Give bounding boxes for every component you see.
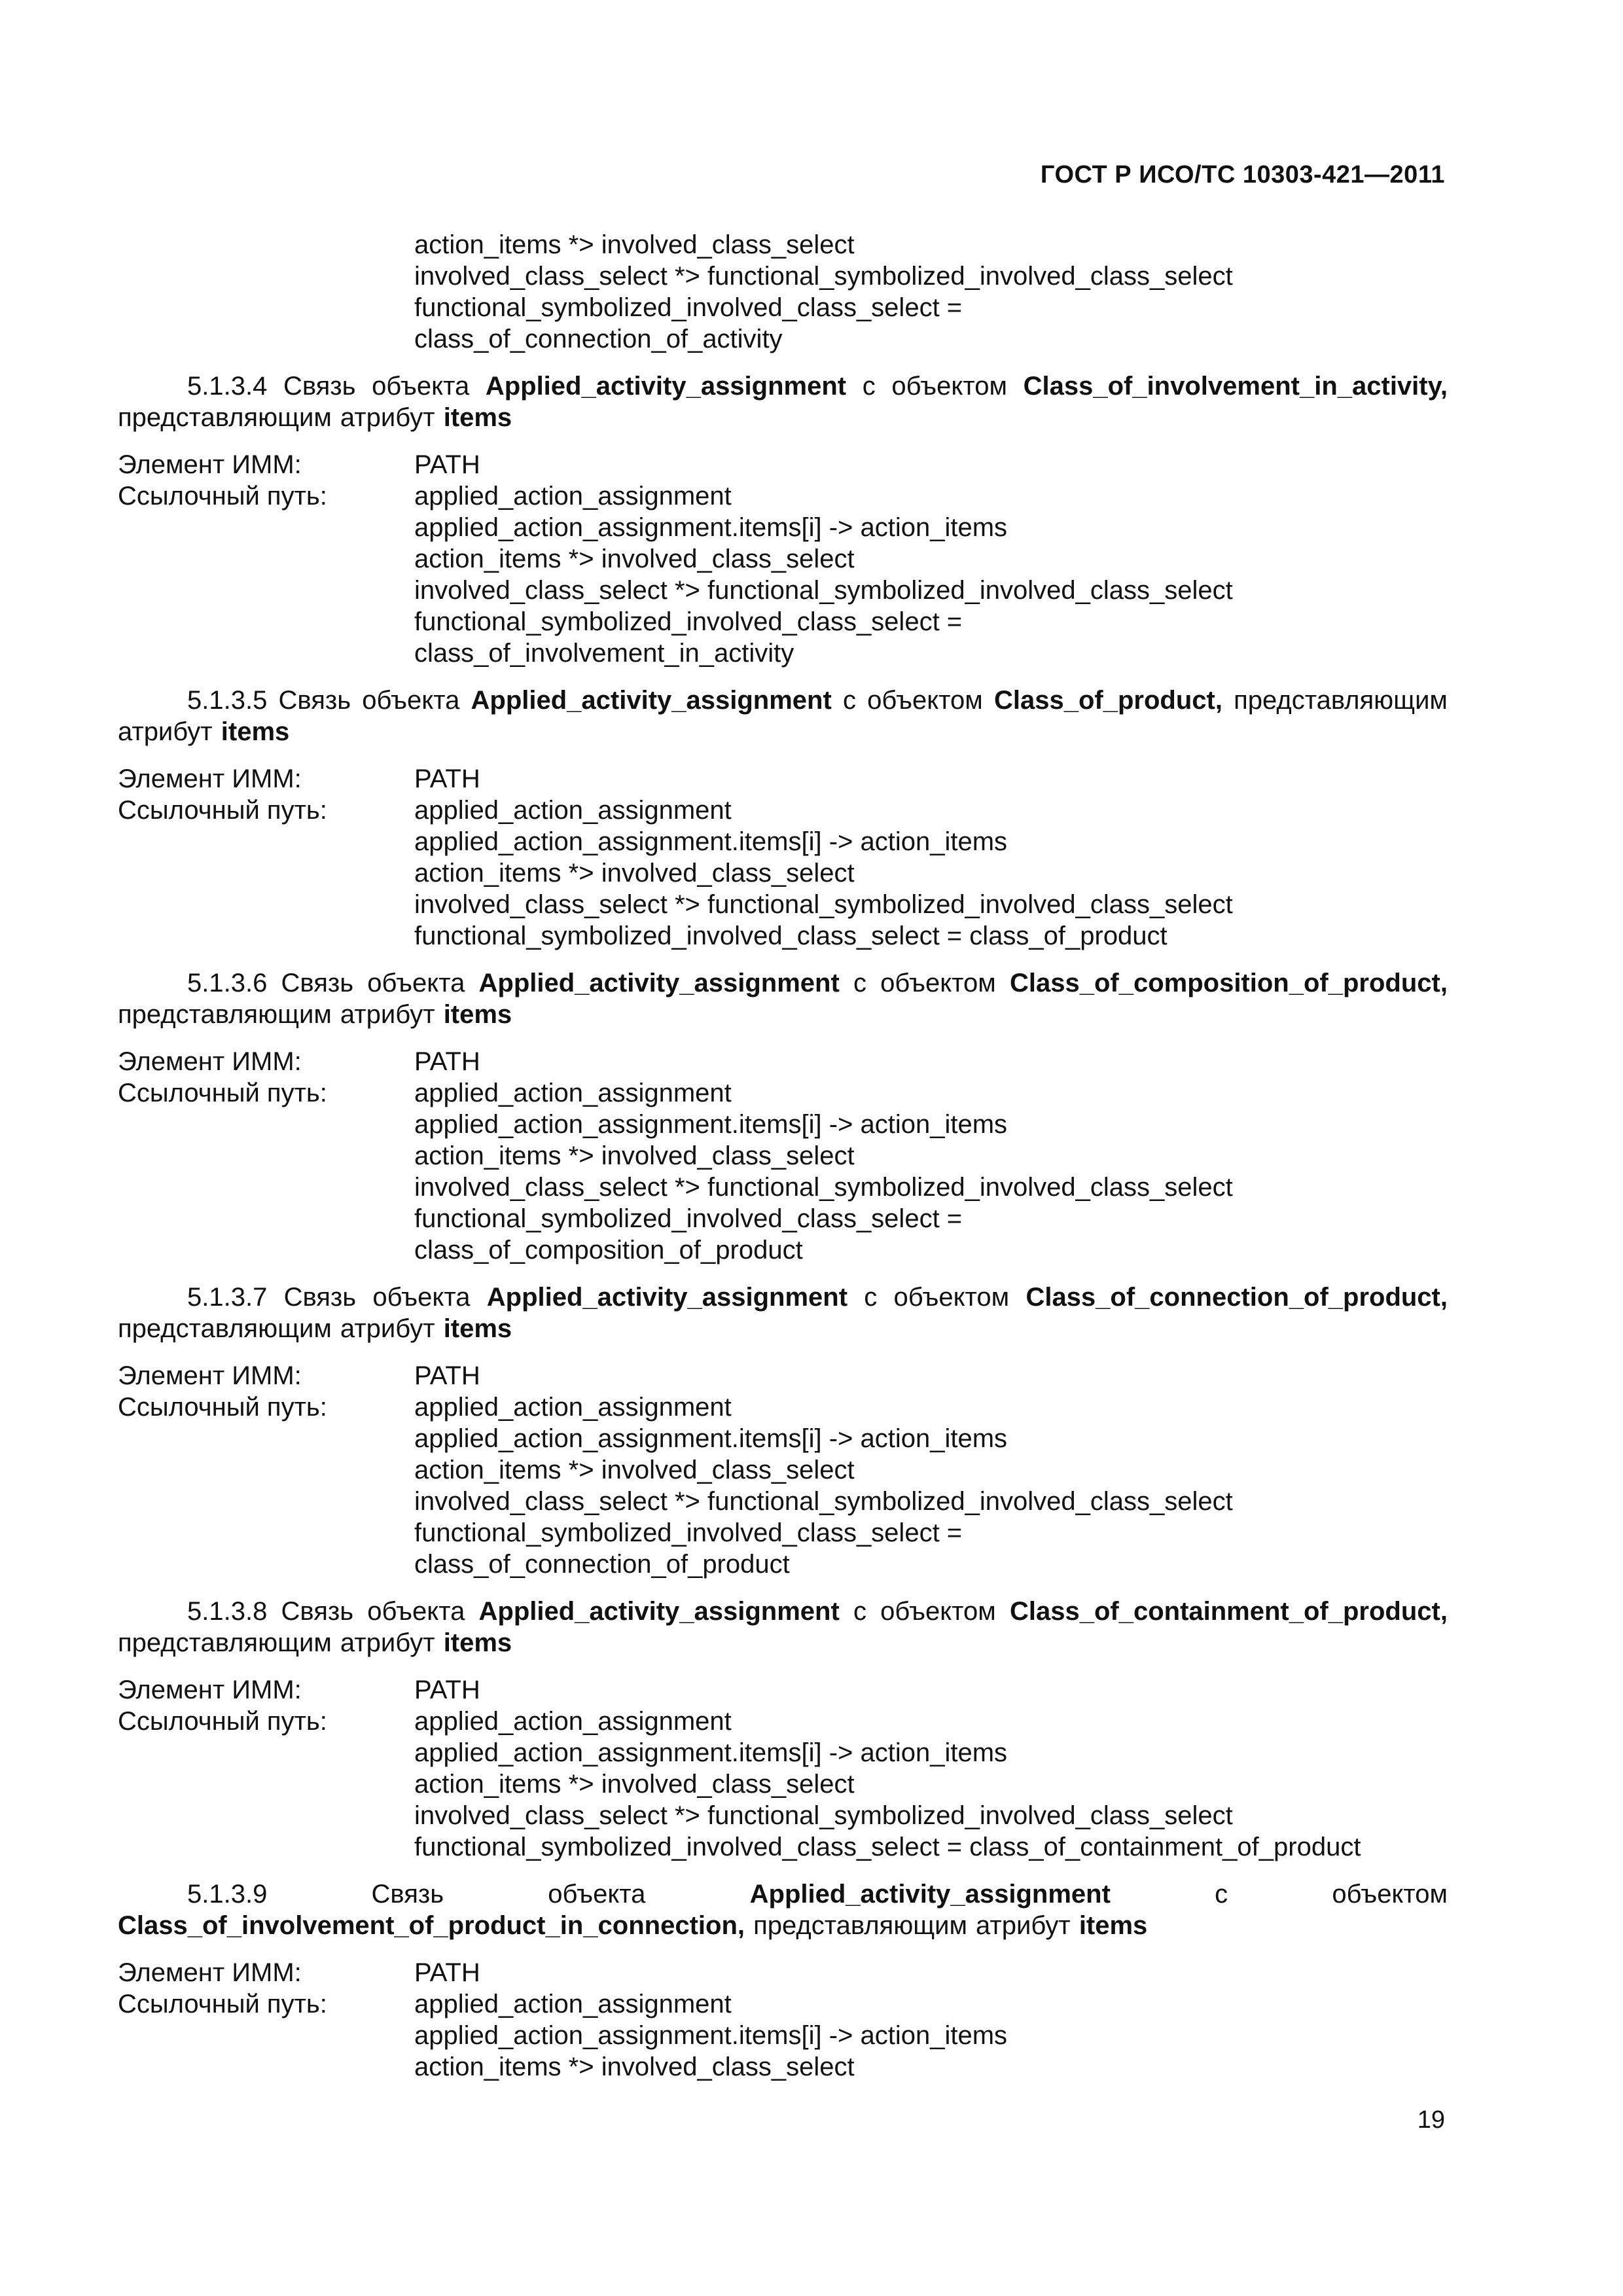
reference-path-row xyxy=(118,1203,1448,1234)
page-number: 19 xyxy=(1417,2106,1445,2134)
heading-text: с объектом xyxy=(1215,1880,1448,1909)
section-heading xyxy=(118,967,1448,1030)
heading-text: представляющим атрибут xyxy=(118,1000,435,1029)
imm-element-value: PATH xyxy=(414,1958,480,1987)
label-spacer xyxy=(118,857,414,889)
reference-path-row xyxy=(118,1234,1448,1266)
imm-element-value: PATH xyxy=(414,1676,480,1704)
label-spacer xyxy=(118,889,414,920)
label-spacer xyxy=(118,606,414,637)
target-entity-name: Class_of_composition_of_product, xyxy=(1009,969,1448,997)
attribute-name: items xyxy=(443,1628,512,1657)
reference-path-label: Ссылочный путь: xyxy=(118,1079,327,1107)
path-line: applied_action_assignment xyxy=(414,1707,732,1736)
mapping-block xyxy=(118,1046,1448,1266)
mapping-section xyxy=(118,1878,1448,2083)
target-entity-name: Class_of_involvement_of_product_in_connection, xyxy=(118,1911,745,1940)
reference-path-row xyxy=(118,1172,1448,1203)
attribute-name: items xyxy=(1079,1911,1148,1940)
label-spacer xyxy=(118,920,414,952)
path-line: involved_class_select *> functional_symbolized_involved_class_select xyxy=(414,1801,1233,1830)
path-line: functional_symbolized_involved_class_select = xyxy=(414,293,963,322)
entity-name: Applied_activity_assignment xyxy=(471,686,832,715)
path-line: involved_class_select *> functional_symbolized_involved_class_select xyxy=(414,1173,1233,1202)
imm-element-label: Элемент ИММ: xyxy=(118,1361,302,1390)
imm-element-row xyxy=(118,1046,1448,1077)
label-spacer xyxy=(118,1517,414,1549)
path-line: class_of_composition_of_product xyxy=(414,1236,803,1265)
entity-name: Applied_activity_assignment xyxy=(478,1597,840,1626)
heading-text: с объектом xyxy=(862,372,1007,401)
section-number: 5.1.3.7 xyxy=(187,1283,268,1312)
heading-text: с объектом xyxy=(864,1283,1010,1312)
mapping-block xyxy=(118,1957,1448,2083)
imm-element-value: PATH xyxy=(414,1047,480,1076)
reference-path-row xyxy=(118,1517,1448,1549)
path-line: action_items *> involved_class_select xyxy=(414,1141,855,1170)
heading-text: Связь объекта xyxy=(281,1597,465,1626)
reference-path-row xyxy=(118,1800,1448,1831)
reference-path-row xyxy=(118,1486,1448,1517)
reference-path-row xyxy=(118,1988,1448,2020)
mapping-section xyxy=(118,370,1448,669)
mapping-section xyxy=(118,1596,1448,1863)
label-spacer xyxy=(118,1109,414,1140)
sections-container xyxy=(118,370,1448,2083)
path-line: applied_action_assignment.items[i] -> action_items xyxy=(414,1738,1008,1767)
heading-text: представляющим атрибут xyxy=(118,403,435,432)
reference-path-row xyxy=(118,1391,1448,1423)
reference-path-row xyxy=(118,1706,1448,1737)
entity-name: Applied_activity_assignment xyxy=(749,1880,1111,1909)
path-line: involved_class_select *> functional_symbolized_involved_class_select xyxy=(414,262,1233,291)
reference-path-row xyxy=(118,512,1448,543)
imm-element-row xyxy=(118,1674,1448,1706)
section-heading xyxy=(118,370,1448,433)
heading-text: Связь объекта xyxy=(281,969,465,997)
label-spacer xyxy=(118,1800,414,1831)
page-content xyxy=(118,229,1448,2083)
reference-path-label: Ссылочный путь: xyxy=(118,482,327,511)
reference-path-label: Ссылочный путь: xyxy=(118,796,327,825)
imm-element-row xyxy=(118,1957,1448,1988)
path-line: applied_action_assignment xyxy=(414,1990,732,2018)
path-line: involved_class_select *> functional_symbolized_involved_class_select xyxy=(414,1487,1233,1516)
path-line: applied_action_assignment xyxy=(414,1079,732,1107)
reference-path-row xyxy=(118,857,1448,889)
reference-path-row xyxy=(118,1423,1448,1454)
path-line: action_items *> involved_class_select xyxy=(414,230,855,259)
path-line: class_of_connection_of_product xyxy=(414,1550,790,1579)
reference-path-row xyxy=(118,1454,1448,1486)
reference-path-row xyxy=(118,2020,1448,2051)
mapping-block xyxy=(118,1674,1448,1863)
entity-name: Applied_activity_assignment xyxy=(485,372,847,401)
path-line: action_items *> involved_class_select xyxy=(414,859,855,888)
imm-element-value: PATH xyxy=(414,1361,480,1390)
path-line: functional_symbolized_involved_class_select = class_of_containment_of_product xyxy=(414,1833,1361,1861)
mapping-block xyxy=(118,1360,1448,1580)
reference-path-row xyxy=(118,1768,1448,1800)
path-line: applied_action_assignment.items[i] -> action_items xyxy=(414,1110,1008,1139)
entity-name: Applied_activity_assignment xyxy=(486,1283,848,1312)
heading-text: Связь объекта xyxy=(278,686,460,715)
attribute-name: items xyxy=(443,1314,512,1343)
imm-element-value: PATH xyxy=(414,450,480,479)
imm-element-label: Элемент ИММ: xyxy=(118,1047,302,1076)
target-entity-name: Class_of_containment_of_product, xyxy=(1009,1597,1448,1626)
reference-path-row xyxy=(118,480,1448,512)
section-heading xyxy=(118,685,1448,747)
heading-text: с объектом xyxy=(853,1597,996,1626)
carryover-path-block xyxy=(118,229,1448,355)
label-spacer xyxy=(118,1172,414,1203)
heading-text: представляющим атрибут xyxy=(118,686,1448,746)
path-line: applied_action_assignment.items[i] -> action_items xyxy=(414,513,1008,542)
imm-element-label: Элемент ИММ: xyxy=(118,1958,302,1987)
imm-element-label: Элемент ИММ: xyxy=(118,1676,302,1704)
reference-path-row xyxy=(118,606,1448,637)
reference-path-row xyxy=(118,889,1448,920)
label-spacer xyxy=(118,1768,414,1800)
heading-text: с объектом xyxy=(853,969,996,997)
mapping-section xyxy=(118,1282,1448,1580)
reference-path-row xyxy=(118,637,1448,669)
label-spacer xyxy=(118,1234,414,1266)
reference-path-row xyxy=(118,543,1448,575)
path-line: class_of_connection_of_activity xyxy=(414,325,783,353)
section-number: 5.1.3.9 xyxy=(187,1880,268,1909)
label-spacer xyxy=(118,543,414,575)
reference-path-row xyxy=(118,1077,1448,1109)
reference-path-row xyxy=(118,795,1448,826)
reference-path-row xyxy=(118,920,1448,952)
path-line: involved_class_select *> functional_symbolized_involved_class_select xyxy=(414,576,1233,605)
label-spacer xyxy=(118,575,414,606)
reference-path-label: Ссылочный путь: xyxy=(118,1393,327,1422)
attribute-name: items xyxy=(443,1000,512,1029)
reference-path-label: Ссылочный путь: xyxy=(118,1990,327,2018)
label-spacer xyxy=(118,1454,414,1486)
section-heading xyxy=(118,1282,1448,1344)
reference-path-row xyxy=(118,1549,1448,1580)
path-line: applied_action_assignment.items[i] -> action_items xyxy=(414,2021,1008,2050)
mapping-section xyxy=(118,685,1448,952)
heading-text: Связь объекта xyxy=(283,1283,471,1312)
entity-name: Applied_activity_assignment xyxy=(478,969,840,997)
path-line: applied_action_assignment xyxy=(414,1393,732,1422)
path-line: applied_action_assignment.items[i] -> action_items xyxy=(414,1424,1008,1453)
label-spacer xyxy=(118,1737,414,1768)
path-line: involved_class_select *> functional_symbolized_involved_class_select xyxy=(414,890,1233,919)
label-spacer xyxy=(118,1549,414,1580)
label-spacer xyxy=(118,637,414,669)
path-line: action_items *> involved_class_select xyxy=(414,2053,855,2081)
attribute-name: items xyxy=(221,717,290,746)
reference-path-row xyxy=(118,1109,1448,1140)
reference-path-row xyxy=(118,2051,1448,2083)
section-heading xyxy=(118,1596,1448,1659)
label-spacer xyxy=(118,1140,414,1172)
reference-path-label: Ссылочный путь: xyxy=(118,1707,327,1736)
label-spacer xyxy=(118,826,414,857)
heading-text: представляющим атрибут xyxy=(753,1911,1071,1940)
path-line: functional_symbolized_involved_class_select = xyxy=(414,1518,963,1547)
path-line: action_items *> involved_class_select xyxy=(414,545,855,573)
path-line: action_items *> involved_class_select xyxy=(414,1456,855,1484)
imm-element-label: Элемент ИММ: xyxy=(118,450,302,479)
heading-text: с объектом xyxy=(842,686,983,715)
path-line: applied_action_assignment xyxy=(414,482,732,511)
target-entity-name: Class_of_involvement_in_activity, xyxy=(1023,372,1448,401)
heading-text: представляющим атрибут xyxy=(118,1628,435,1657)
section-number: 5.1.3.4 xyxy=(187,372,268,401)
path-line: functional_symbolized_involved_class_select = xyxy=(414,607,963,636)
reference-path-row xyxy=(118,1831,1448,1863)
label-spacer xyxy=(118,512,414,543)
section-number: 5.1.3.8 xyxy=(187,1597,268,1626)
heading-text: Связь объекта xyxy=(283,372,470,401)
section-number: 5.1.3.5 xyxy=(187,686,268,715)
heading-text: представляющим атрибут xyxy=(118,1314,435,1343)
reference-path-row xyxy=(118,1737,1448,1768)
path-line: class_of_involvement_in_activity xyxy=(414,639,794,668)
imm-element-label: Элемент ИММ: xyxy=(118,764,302,793)
section-heading xyxy=(118,1878,1448,1941)
label-spacer xyxy=(118,2020,414,2051)
heading-text: Связь объекта xyxy=(371,1880,646,1909)
label-spacer xyxy=(118,2051,414,2083)
reference-path-row xyxy=(118,575,1448,606)
path-line: applied_action_assignment xyxy=(414,796,732,825)
attribute-name: items xyxy=(443,403,512,432)
target-entity-name: Class_of_connection_of_product, xyxy=(1026,1283,1448,1312)
section-number: 5.1.3.6 xyxy=(187,969,268,997)
reference-path-row xyxy=(118,1140,1448,1172)
document-code-header: ГОСТ Р ИСО/ТС 10303-421—2011 xyxy=(1040,161,1445,188)
mapping-block xyxy=(118,763,1448,952)
label-spacer xyxy=(118,1423,414,1454)
target-entity-name: Class_of_product, xyxy=(993,686,1222,715)
imm-element-row xyxy=(118,763,1448,795)
imm-element-value: PATH xyxy=(414,764,480,793)
mapping-block xyxy=(118,449,1448,669)
imm-element-row xyxy=(118,1360,1448,1391)
imm-element-row xyxy=(118,449,1448,480)
path-line: applied_action_assignment.items[i] -> action_items xyxy=(414,827,1008,856)
path-line: functional_symbolized_involved_class_select = class_of_product xyxy=(414,922,1168,950)
path-line: functional_symbolized_involved_class_select = xyxy=(414,1204,963,1233)
label-spacer xyxy=(118,1203,414,1234)
label-spacer xyxy=(118,1831,414,1863)
path-line: action_items *> involved_class_select xyxy=(414,1770,855,1799)
label-spacer xyxy=(118,1486,414,1517)
mapping-section xyxy=(118,967,1448,1266)
reference-path-row xyxy=(118,826,1448,857)
